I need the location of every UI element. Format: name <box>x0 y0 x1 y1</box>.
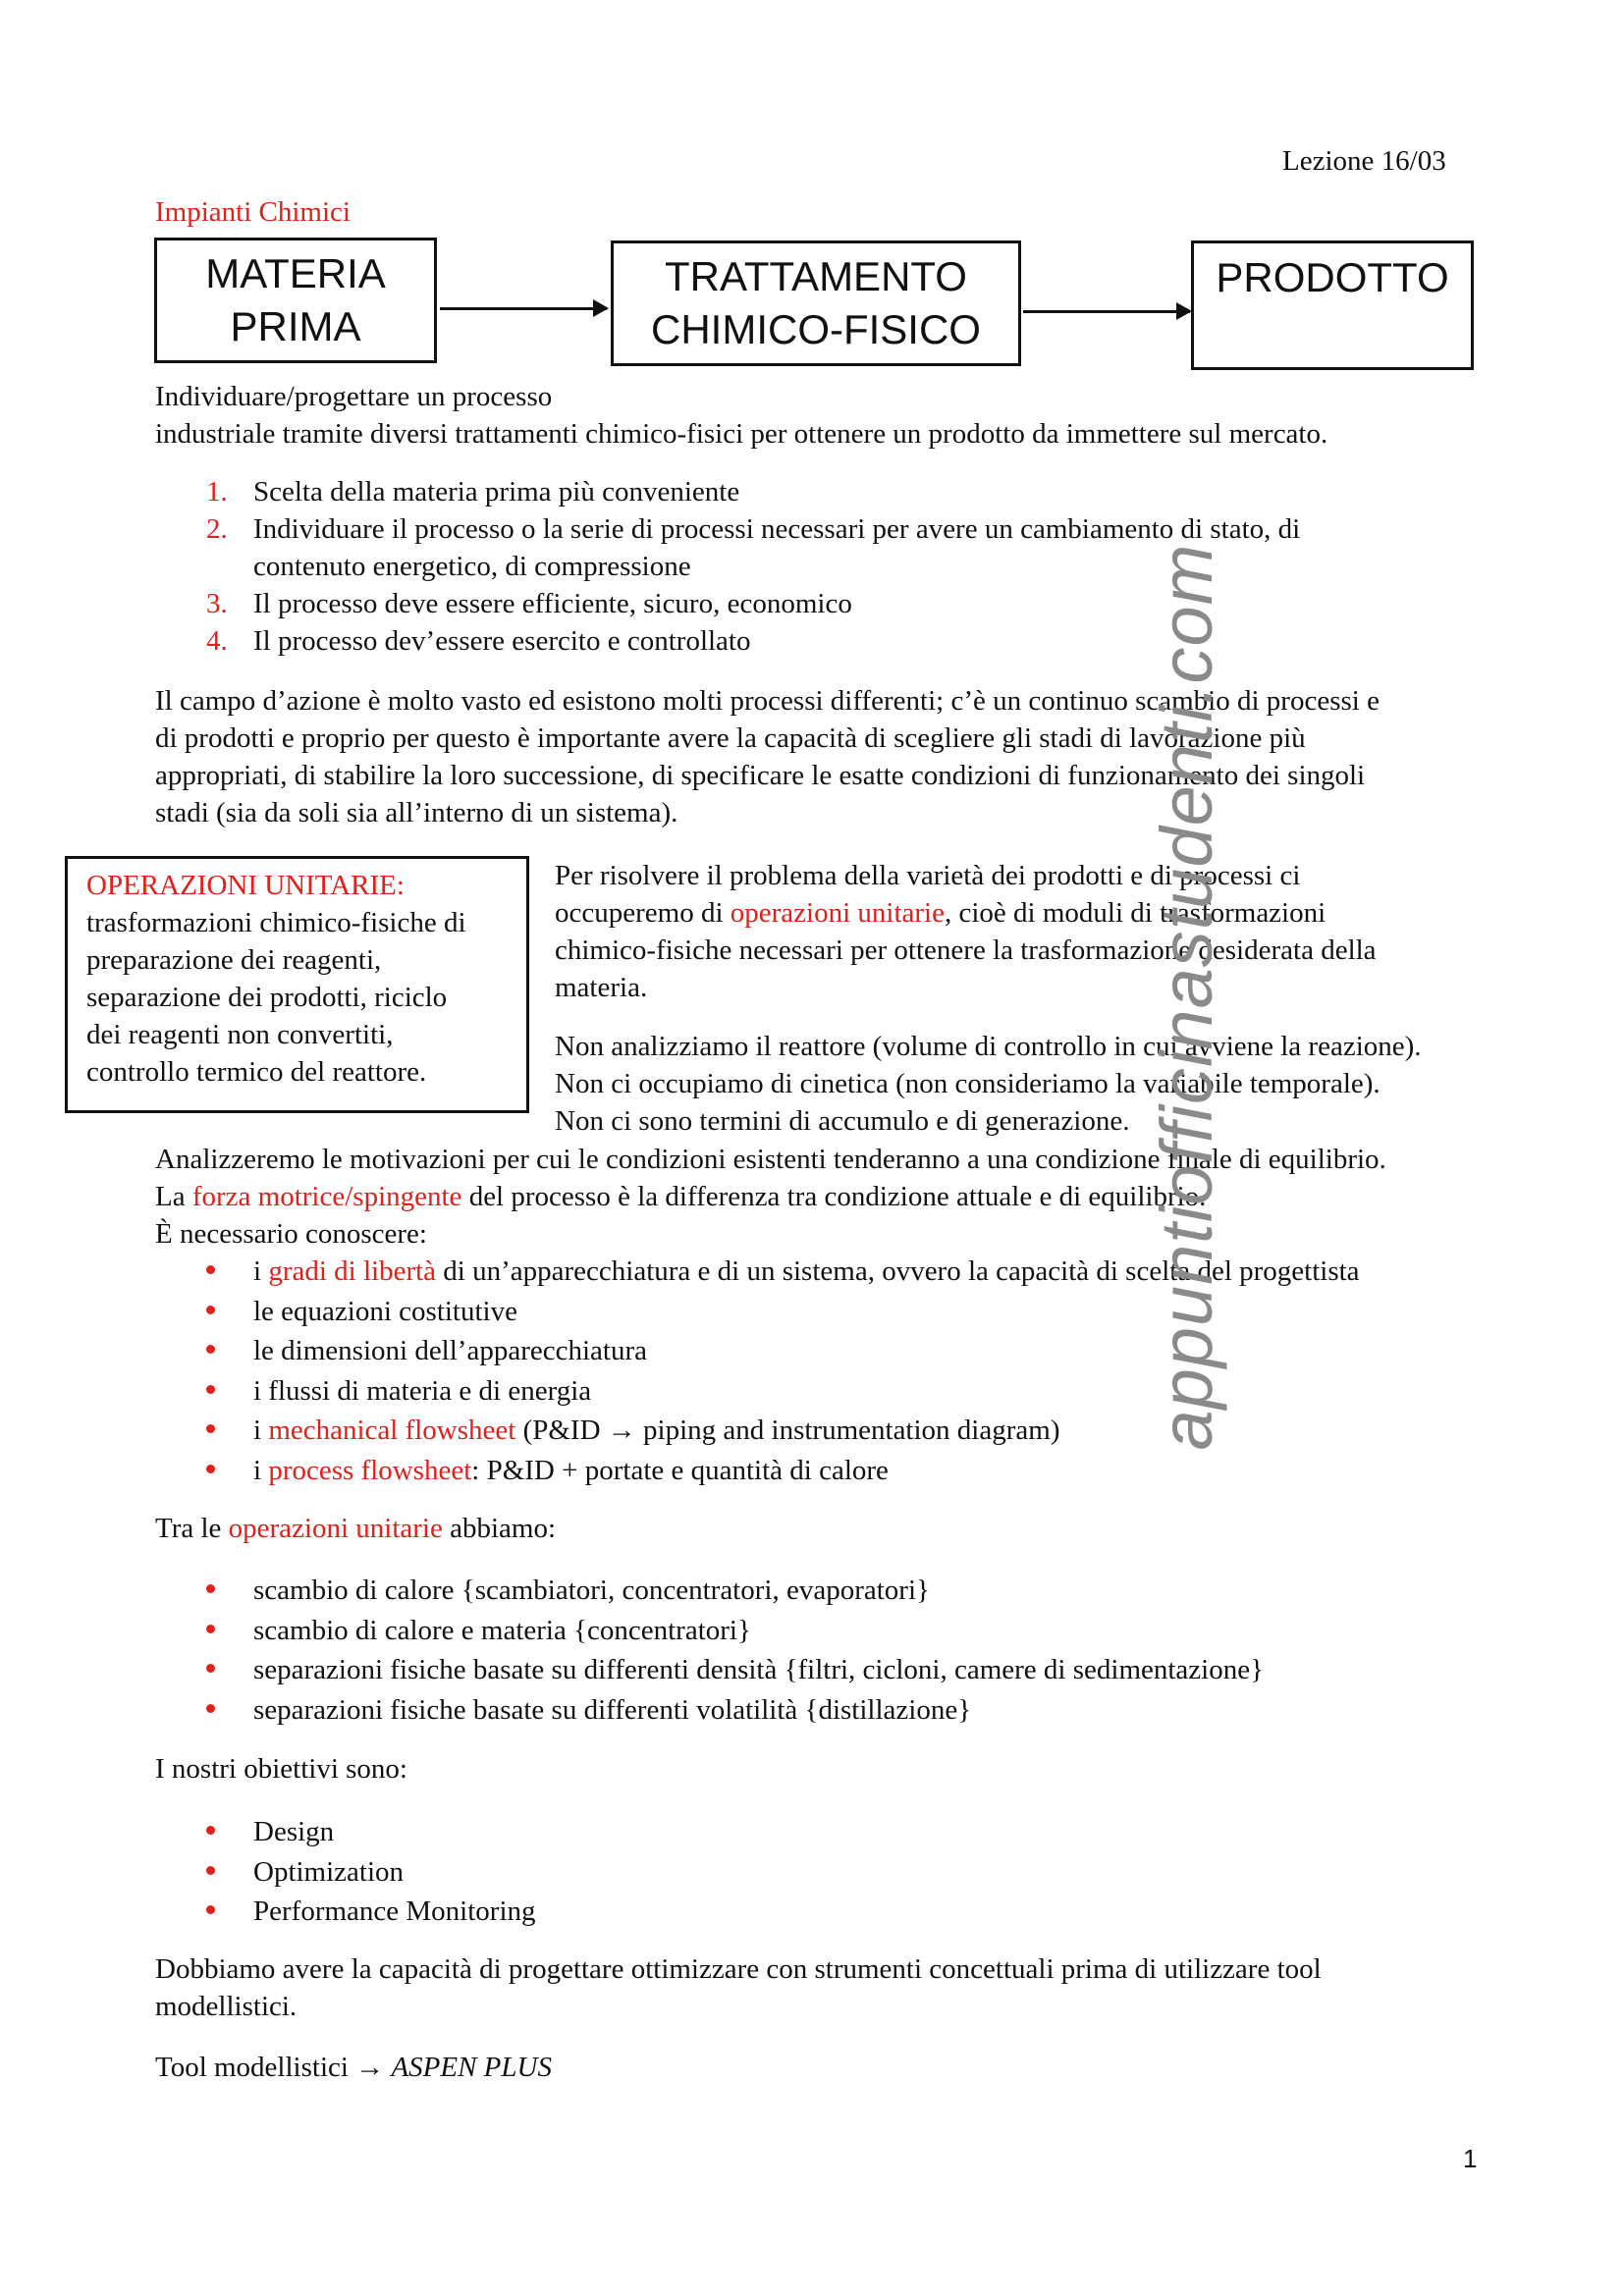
flow-box-product-label: PRODOTTO <box>1216 254 1449 300</box>
goals-intro: I nostri obiettivi sono: <box>155 1753 407 1785</box>
flow-box-treatment <box>611 240 1021 366</box>
unit-operations-line: trasformazioni chimico-fisiche di <box>86 907 466 938</box>
paragraph-line: Dobbiamo avere la capacità di progettare ottimizzare con strumenti concettuali prima di utilizzare tool <box>155 1953 1322 1985</box>
paragraph-line: materia. <box>555 972 648 1003</box>
unit-operations-box-text <box>86 867 466 1091</box>
list-number: 4. <box>206 625 228 657</box>
list-item <box>253 1852 536 1893</box>
unit-operations-line: controllo termico del reattore. <box>86 1056 427 1088</box>
highlight-term: gradi di libertà <box>268 1255 437 1287</box>
list-item <box>253 1690 1264 1731</box>
flow-box-raw-material-line2: PRIMA <box>230 303 361 349</box>
text-run: La <box>155 1181 192 1212</box>
list-item-text: scambio di calore e materia {concentratori} <box>253 1614 751 1646</box>
list-item-text: separazioni fisiche basate su differenti densità {filtri, cicloni, camere di sedimentazione} <box>253 1654 1265 1685</box>
section-title: Impianti Chimici <box>155 196 351 228</box>
list-item-text: Scelta della materia prima più conveniente <box>253 476 740 507</box>
flow-arrow-2 <box>1023 310 1190 313</box>
unit-operations-title: OPERAZIONI UNITARIE: <box>86 870 405 901</box>
bullet-icon <box>206 1424 215 1433</box>
bullet-icon <box>206 1625 215 1633</box>
bullet-icon <box>206 1826 215 1835</box>
flow-box-product <box>1191 240 1474 370</box>
paragraph-line: appropriati, di stabilire la loro successione, di specificare le esatte condizioni di funzionamento dei singoli <box>155 760 1366 791</box>
list-item <box>206 622 1300 660</box>
paragraph-line: Analizzeremo le motivazioni per cui le condizioni esistenti tenderanno a una condizione finale di equilibrio. <box>155 1144 1386 1175</box>
paragraph-line <box>555 894 1377 932</box>
list-item <box>253 1571 1264 1611</box>
numbered-list <box>206 473 1301 660</box>
bullet-icon <box>206 1704 215 1713</box>
intro-line-1: Individuare/progettare un processo <box>155 381 553 412</box>
text-run: di un’apparecchiatura e di un sistema, ovvero la capacità di scelta del progettista <box>436 1255 1360 1287</box>
list-item-text: Optimization <box>253 1855 405 1888</box>
text-run: Tra le <box>155 1513 229 1544</box>
list-item <box>253 1451 1360 1491</box>
lesson-date: Lezione 16/03 <box>1282 145 1446 177</box>
list-item <box>253 1650 1264 1690</box>
bullet-icon <box>206 1905 215 1914</box>
text-run: i <box>253 1255 269 1287</box>
unit-operations-line: dei reagenti non convertiti, <box>86 1019 394 1050</box>
list-number: 2. <box>206 513 228 545</box>
flow-box-raw-material <box>154 238 437 363</box>
paragraph-line: È necessario conoscere: <box>155 1218 427 1250</box>
flow-arrow-1 <box>440 307 607 310</box>
right-column-paragraph-1 <box>555 857 1377 1006</box>
tool-label: Tool modellistici → <box>155 2052 392 2083</box>
goals-bullet-list <box>253 1812 536 1932</box>
text-run: i flussi di materia e di energia <box>253 1374 592 1407</box>
bullet-icon <box>206 1265 215 1274</box>
paragraph-line: Non ci sono termini di accumulo e di generazione. <box>555 1105 1130 1137</box>
list-item-text: scambio di calore {scambiatori, concentratori, evaporatori} <box>253 1575 930 1606</box>
text-run: le dimensioni dell’apparecchiatura <box>253 1335 647 1366</box>
closing-paragraph <box>155 1950 1322 2025</box>
tool-name: ASPEN PLUS <box>391 2052 552 2083</box>
list-item <box>206 510 1301 585</box>
bullet-icon <box>206 1465 215 1473</box>
unit-operations-bullet-list <box>253 1571 1264 1730</box>
bullet-icon <box>206 1345 215 1354</box>
watermark: appuntiofficinastudenti.com <box>1146 543 1228 1451</box>
list-number: 3. <box>206 588 228 619</box>
right-column-paragraph-2 <box>555 1028 1422 1140</box>
list-number: 1. <box>206 476 228 507</box>
list-item-text-continued: contenuto energetico, di compressione <box>253 551 691 582</box>
unit-operations-intro <box>155 1510 556 1547</box>
list-item-text: Individuare il processo o la serie di processi necessari per avere un cambiamento di stato, di <box>253 513 1301 545</box>
bullet-icon <box>206 1584 215 1593</box>
text-run: abbiamo: <box>442 1513 557 1544</box>
paragraph-line: Il campo d’azione è molto vasto ed esistono molti processi differenti; c’è un continuo scambio di processi e <box>155 685 1380 717</box>
paragraph-line: modellistici. <box>155 1991 298 2022</box>
flow-box-treatment-line1: TRATTAMENTO <box>664 253 967 299</box>
highlight-term: mechanical flowsheet <box>268 1415 516 1446</box>
text-run: i <box>253 1454 269 1486</box>
list-item-text: Il processo dev’essere esercito e controllato <box>253 625 751 657</box>
bullet-icon <box>206 1866 215 1875</box>
list-item-text: separazioni fisiche basate su differenti volatilità {distillazione} <box>253 1693 972 1726</box>
paragraph-line: Per risolvere il problema della varietà dei prodotti e di processi ci <box>555 860 1301 891</box>
bullet-icon <box>206 1664 215 1673</box>
list-item-text: Design <box>253 1816 335 1847</box>
list-item <box>253 1892 536 1932</box>
unit-operations-line: preparazione dei reagenti, <box>86 944 382 976</box>
bullet-icon <box>206 1385 215 1394</box>
tool-line <box>155 2049 552 2086</box>
paragraph-line: stadi (sia da soli sia all’interno di un sistema). <box>155 797 678 828</box>
highlight-unit-operations: operazioni unitarie <box>730 897 945 929</box>
text-run: i <box>253 1415 269 1446</box>
text-run: , cioè di moduli di trasformazioni <box>944 897 1326 929</box>
text-run: le equazioni costitutive <box>253 1295 517 1327</box>
highlight-term: process flowsheet <box>268 1454 472 1486</box>
highlight-driving-force: forza motrice/spingente <box>191 1181 462 1212</box>
list-item <box>253 1812 536 1852</box>
text-run: (P&ID → piping and instrumentation diagram) <box>515 1415 1060 1446</box>
text-run: occuperemo di <box>555 897 731 929</box>
list-item-text: Il processo deve essere efficiente, sicuro, economico <box>253 588 852 619</box>
intro-line-2: industriale tramite diversi trattamenti chimico-fisici per ottenere un prodotto da immettere sul mercato. <box>155 418 1328 450</box>
text-run: del processo è la differenza tra condizione attuale e di equilibrio. <box>461 1181 1207 1212</box>
bullet-icon <box>206 1306 215 1314</box>
flow-box-raw-material-line1: MATERIA <box>205 250 386 296</box>
highlight-unit-operations: operazioni unitarie <box>228 1513 443 1544</box>
paragraph-line: Non ci occupiamo di cinetica (non consideriamo la variabile temporale). <box>555 1068 1380 1099</box>
text-run: : P&ID + portate e quantità di calore <box>471 1454 889 1486</box>
unit-operations-line: separazione dei prodotti, riciclo <box>86 982 448 1013</box>
list-item <box>253 1611 1264 1651</box>
list-item <box>206 473 1300 510</box>
page-number: 1 <box>1463 2144 1478 2173</box>
paragraph-line: di prodotti e proprio per questo è importante avere la capacità di scegliere gli stadi di lavorazione più <box>155 722 1306 754</box>
flow-box-treatment-line2: CHIMICO-FISICO <box>651 306 981 352</box>
paragraph-line: chimico-fisiche necessari per ottenere la trasformazione desiderata della <box>555 934 1377 966</box>
list-item <box>206 585 1300 622</box>
list-item-text: Performance Monitoring <box>253 1896 536 1927</box>
paragraph-line: Non analizziamo il reattore (volume di controllo in cui avviene la reazione). <box>555 1031 1422 1062</box>
